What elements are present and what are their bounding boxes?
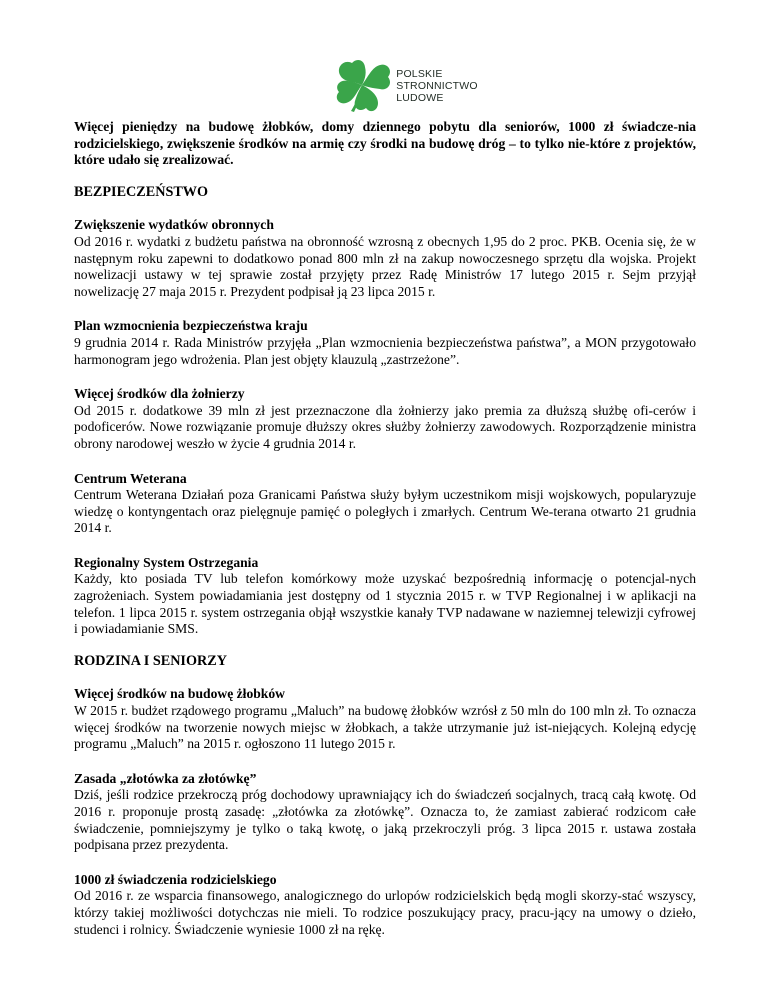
intro-paragraph: Więcej pieniędzy na budowę żłobków, domy dziennego pobytu dla seniorów, 1000 zł świadcze-nia rodzicielskiego, zwiększenie środków na armię czy środki na budowę dróg – to tylko nie-które z projektów, które udało się zrealizować. (74, 119, 696, 168)
item-text: Od 2016 r. wydatki z budżetu państwa na obronność wzrosną z obecnych 1,95 do 2 proc. PKB. Ocenia się, że w następnym roku zapewni to dodatkowo ponad 800 mln zł na zakup nowoczesnego sprzętu dla wojska. Projekt nowelizacji ustawy w tej sprawie został przyjęty przez Radę Ministrów 17 lutego 2015 r. Sejm przyjął nowelizację 27 maja 2015 r. Prezydent podpisał ją 23 lipca 2015 r. (74, 233, 696, 299)
item-defense-spending (74, 217, 696, 300)
item-text: W 2015 r. budżet rządowego programu „Maluch” na budowę żłobków wzrósł z 50 mln do 100 mln zł. To oznacza więcej środków na tworzenie nowych miejsc w żłobkach, a także utrzymanie już ist-niejących. Kolejną edycję programu „Maluch” na 2015 r. ogłoszono 11 lutego 2015 r. (74, 703, 696, 752)
logo (114, 56, 696, 116)
item-parental-benefit (74, 872, 696, 938)
item-title: Centrum Weterana (74, 470, 187, 486)
item-veteran-center (74, 471, 696, 537)
item-title: Więcej środków dla żołnierzy (74, 386, 245, 402)
logo-line: POLSKIE (396, 68, 443, 80)
item-text: 9 grudnia 2014 r. Rada Ministrów przyjęła „Plan wzmocnienia bezpieczeństwa państwa”, a MON przygotowało harmonogram jego wdrożenia. Plan jest objęty klauzulą „zastrzeżone”. (74, 334, 696, 367)
item-security-plan (74, 318, 696, 368)
item-text: Centrum Weterana Działań poza Granicami Państwa służy byłym uczestnikom misji wojskowych, popularyzuje wiedzę o kontyngentach oraz pielęgnuje pamięć o poległych i zmarłych. Centrum We-terana otwarto 21 grudnia 2014 r. (74, 487, 696, 536)
logo-text (396, 68, 478, 104)
item-soldiers-funds (74, 386, 696, 452)
logo-line: LUDOWE (396, 92, 444, 104)
item-text: Od 2015 r. dodatkowe 39 mln zł jest przeznaczone dla żołnierzy jako premia za dłuższą służbę ofi-cerów i podoficerów. Nowe rozwiązanie promuje dłuższy okres służby żołnierzy zawodowych. Rozporządzenie ministra obrony narodowej weszło w życie 4 grudnia 2014 r. (74, 402, 696, 451)
document-page (74, 56, 696, 938)
item-title: Zasada „złotówka za złotówkę” (74, 770, 257, 786)
section-heading-family: RODZINA I SENIORZY (74, 652, 227, 669)
item-zloty-for-zloty (74, 771, 696, 854)
four-leaf-clover-icon (332, 57, 394, 115)
item-text: Każdy, kto posiada TV lub telefon komórkowy może uzyskać bezpośrednią informację o potencjal-nych zagrożeniach. System powiadamiania jest dostępny od 1 stycznia 2015 r. w TVP Regionalnej i w aplikacji na telefon. 1 lipca 2015 r. system ostrzegania objął wszystkie kanały TVP nadawane w naziemnej telewizji cyfrowej i powiadamianie SMS. (74, 571, 696, 637)
item-title: 1000 zł świadczenia rodzicielskiego (74, 871, 277, 887)
section-heading-security: BEZPIECZEŃSTWO (74, 183, 209, 200)
item-text: Od 2016 r. ze wsparcia finansowego, analogicznego do urlopów rodzicielskich będą mogli skorzy-stać wszyscy, którzy takiej możliwości dotychczas nie mieli. To rodzice poszukujący pracy, pracu-jący na umowy o dzieło, studenci i rolnicy. Świadczenie wyniesie 1000 zł na rękę. (74, 888, 696, 937)
logo-line: STRONNICTWO (396, 80, 478, 92)
item-title: Więcej środków na budowę żłobków (74, 686, 285, 702)
item-title: Zwiększenie wydatków obronnych (74, 217, 274, 233)
item-title: Plan wzmocnienia bezpieczeństwa kraju (74, 318, 308, 334)
item-warning-system (74, 555, 696, 638)
item-text: Dziś, jeśli rodzice przekroczą próg dochodowy uprawniający ich do świadczeń socjalnych, tracą całą kwotę. Od 2016 r. proponuje prostą zasadę: „złotówka za złotówkę”. Oznacza to, że zamiast zabierać rodzicom całe świadczenie, pomniejszymy je tylko o taką kwotę, o jaką przekroczyli próg. 3 lipca 2015 r. ustawa została podpisana przez prezydenta. (74, 787, 696, 853)
item-title: Regionalny System Ostrzegania (74, 554, 259, 570)
item-nurseries (74, 686, 696, 752)
